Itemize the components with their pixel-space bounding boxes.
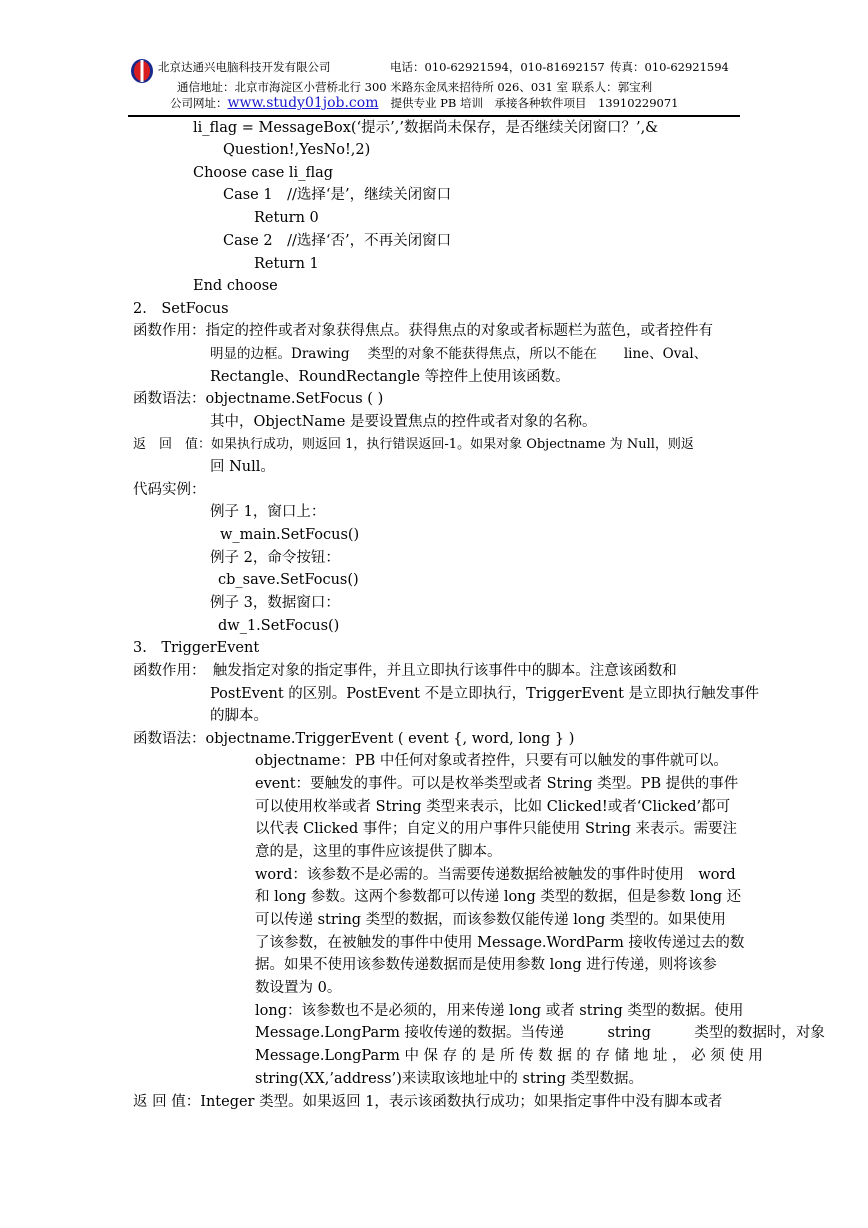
text-line: 回 Null。 [210,459,275,475]
code-line: End choose [193,278,278,294]
text-line: long：该参数也不是必须的，用来传递 long 或者 string 类型的数据。使用 [255,1003,744,1019]
text-line: PostEvent 的区别。PostEvent 不是立即执行，TriggerEvent 是立即执行触发事件 [210,686,760,702]
code-line: w_main.SetFocus() [220,527,360,543]
text-line: 据。如果不使用该参数传递数据而是使用参数 long 进行传递，则将该参 [255,957,717,973]
company-name: 北京达通兴电脑科技开发有限公司 [158,60,331,74]
text-line: objectname：PB 中任何对象或者控件，只要有可以触发的事件就可以。 [255,753,728,769]
text-line: 返 回 值：Integer 类型。如果返回 1，表示该函数执行成功；如果指定事件中没有脚本或者 [133,1094,723,1110]
code-line: dw_1.SetFocus() [218,618,340,634]
text-line: 意的是，这里的事件应该提供了脚本。 [255,844,502,860]
text-line: 例子 3，数据窗口： [210,595,340,611]
page-header [0,0,868,120]
text-line: 代码实例： [133,482,206,498]
code-line: Case 2 //选择‘否’，不再关闭窗口 [223,233,452,249]
text-line: 可以传递 string 类型的数据，而该参数仅能传递 long 类型的。如果使用 [255,912,726,928]
text-line: string(XX,’address’)来读取该地址中的 string 类型数据。 [255,1071,644,1087]
company-logo-icon [130,58,154,84]
text-line: 明显的边框。Drawing 类型的对象不能获得焦点，所以不能在 line、Oval、 [210,346,708,362]
website-row [170,96,678,110]
text-line: 以代表 Clicked 事件；自定义的用户事件只能使用 String 来表示。需要注 [255,821,738,837]
text-line: 和 long 参数。这两个参数都可以传递 long 类型的数据，但是参数 long 还 [255,889,742,905]
text-line: 其中，ObjectName 是要设置焦点的控件或者对象的名称。 [210,414,597,430]
code-line: li_flag = MessageBox(‘提示’,’数据尚未保存，是否继续关闭窗口？’,& [193,120,659,136]
text-line: event：要触发的事件。可以是枚举类型或者 String 类型。PB 提供的事件 [255,776,739,792]
code-line: Case 1 //选择‘是’，继续关闭窗口 [223,187,452,203]
header-divider [128,115,740,117]
services-info: 提供专业 PB 培训 承接各种软件项目 13910229071 [390,96,679,110]
text-line: Rectangle、RoundRectangle 等控件上使用该函数。 [210,369,570,385]
code-line: Question!,YesNo!,2) [223,142,371,158]
code-line: Return 0 [254,210,319,226]
text-line: 例子 1，窗口上： [210,504,326,520]
text-line: Message.LongParm 中 保 存 的 是 所 传 数 据 的 存 储 地 址 ， 必 须 使 用 [255,1048,763,1064]
text-line: 例子 2，命令按钮： [210,550,340,566]
text-line: 可以使用枚举或者 String 类型来表示，比如 Clicked!或者‘Clicked’都可 [255,799,731,815]
website-label: 公司网址： [170,96,228,110]
text-line: 返 回 值：如果执行成功，则返回 1，执行错误返回-1。如果对象 Objectname 为 Null，则返 [133,437,694,452]
phone-info: 电话：010-62921594，010-81692157 [390,60,605,74]
code-line: cb_save.SetFocus() [218,572,359,588]
text-line: 函数语法：objectname.SetFocus ( ) [133,391,384,407]
text-line: 的脚本。 [210,708,268,724]
website-link[interactable]: www.study01job.com [227,95,379,111]
fax-info: 传真：010-62921594 [610,60,729,74]
text-line: 了该参数，在被触发的事件中使用 Message.WordParm 接收传递过去的数 [255,935,745,951]
text-line: 函数作用：指定的控件或者对象获得焦点。获得焦点的对象或者标题栏为蓝色，或者控件有 [133,323,713,339]
code-line: Return 1 [254,256,319,272]
text-line: Message.LongParm 接收传递的数据。当传递 string 类型的数据时，对象 [255,1025,825,1041]
code-line: Choose case li_flag [193,165,334,181]
section-heading: 3. TriggerEvent [133,640,260,656]
text-line: 函数语法：objectname.TriggerEvent ( event {, word, long } ) [133,731,575,747]
section-heading: 2. SetFocus [133,301,229,317]
text-line: word：该参数不是必需的。当需要传递数据给被触发的事件时使用 word [255,867,736,883]
text-line: 数设置为 0。 [255,980,342,996]
address-info: 通信地址：北京市海淀区小营桥北行 300 米路东金凤来招待所 026、031 室 联系人：郭宝利 [177,80,653,94]
text-line: 函数作用： 触发指定对象的指定事件，并且立即执行该事件中的脚本。注意该函数和 [133,663,677,679]
